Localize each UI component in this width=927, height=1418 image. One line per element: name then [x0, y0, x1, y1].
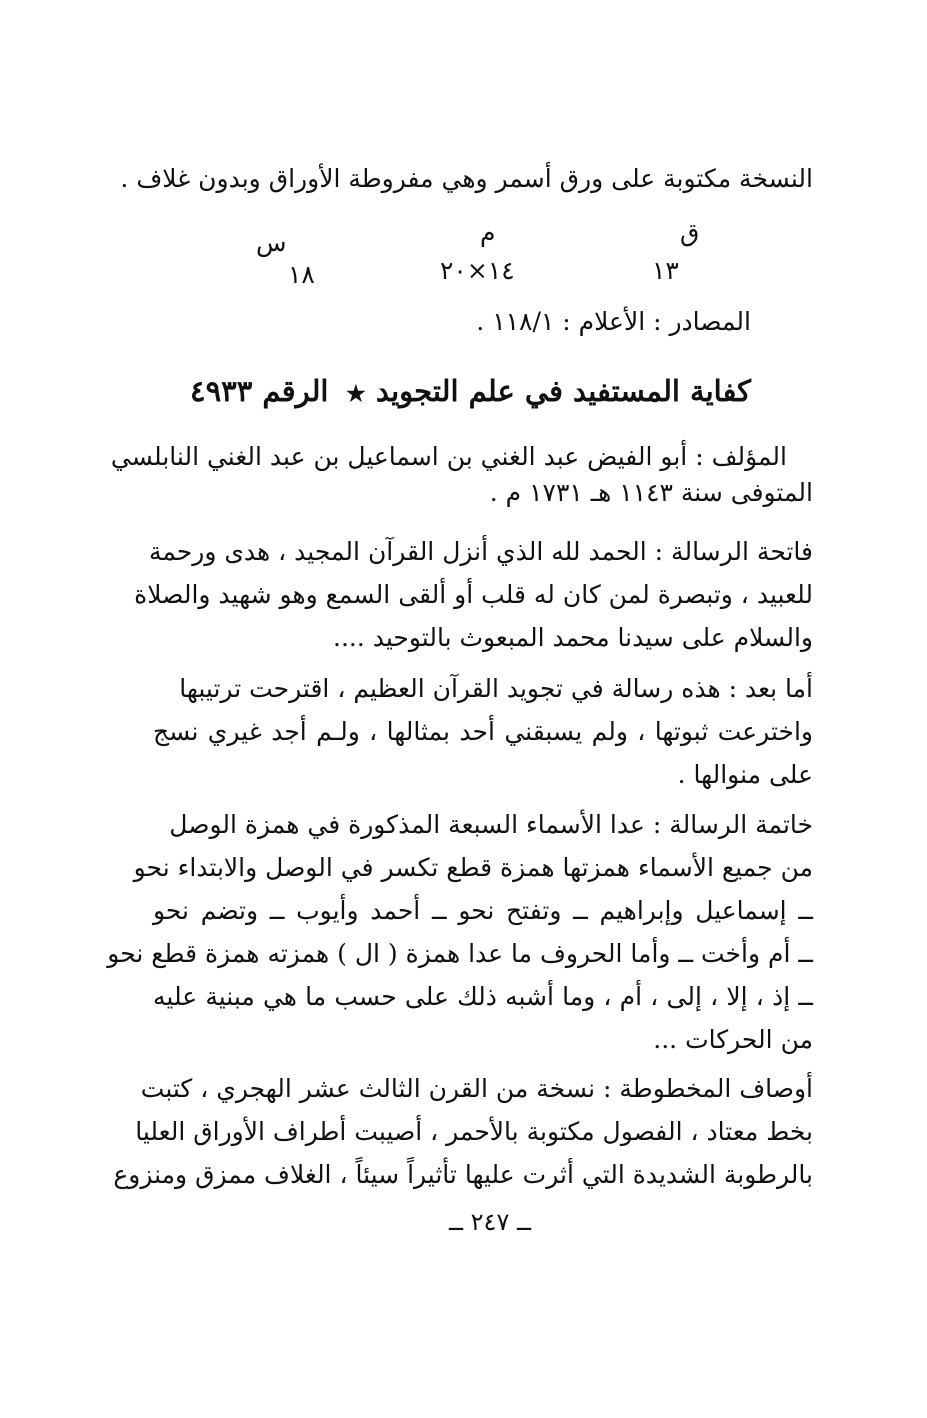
measure-header-m: م — [480, 218, 496, 247]
description-line-1: أوصاف المخطوطة : نسخة من القرن الثالث عشر الهجري ، كتبت — [140, 1074, 813, 1103]
page-number: ــ ٢٤٧ ــ — [448, 1208, 532, 1236]
entry-title — [346, 372, 751, 413]
measure-header-s: س — [256, 228, 287, 257]
measure-header-q: ق — [680, 218, 700, 247]
closing-line-5: ــ إذ ، إلا ، إلى ، أم ، وما أشبه ذلك على حسب ما هي مبنية عليه — [153, 982, 813, 1011]
opening-line-1: فاتحة الرسالة : الحمد لله الذي أنزل القرآن المجيد ، هدى ورحمة — [148, 537, 813, 566]
after-line-2: واخترعت ثبوتها ، ولم يسبقني أحد بمثالها ، ولـم أجد غيري نسج — [153, 717, 813, 746]
closing-line-2: من جميع الأسماء همزتها همزة قطع تكسر في الوصل والابتداء نحو — [133, 853, 813, 882]
closing-line-1: خاتمة الرسالة : عدا الأسماء السبعة المذكورة في همزة الوصل — [169, 810, 813, 839]
opening-line-2: للعبيد ، وتبصرة لمن كان له قلب أو ألقى السمع وهو شهيد والصلاة — [134, 580, 813, 609]
sources-line: المصادر : الأعلام : ١١٨/١ . — [476, 307, 751, 336]
closing-line-6: من الحركات ... — [653, 1025, 813, 1054]
intro-line: النسخة مكتوبة على ورق أسمر وهي مفروطة الأوراق وبدون غلاف . — [120, 164, 813, 193]
author-line-1: المؤلف : أبو الفيض عبد الغني بن اسماعيل بن عبد الغني النابلسي — [110, 442, 787, 471]
measure-value-q: ١٣ — [652, 256, 679, 285]
measure-value-m: ١٤×٢٠ — [440, 256, 515, 285]
closing-line-3: ــ إسماعيل وإبراهيم ــ وتفتح نحو ــ أحمد وأيوب ــ وتضم نحو — [153, 896, 813, 925]
description-line-3: بالرطوبة الشديدة التي أثرت عليها تأثيراً سيئاً ، الغلاف ممزق ومنزوع — [113, 1160, 813, 1189]
entry-number: الرقم ٤٩٣٣ — [190, 374, 329, 408]
author-line-2: المتوفى سنة ١١٤٣ هـ ١٧٣١ م . — [489, 478, 813, 507]
after-line-3: على منوالها . — [677, 760, 813, 789]
entry-title-text: كفاية المستفيد في علم التجويد — [375, 374, 751, 408]
after-line-1: أما بعد : هذه رسالة في تجويد القرآن العظيم ، اقترحت ترتيبها — [179, 674, 813, 703]
closing-line-4: ــ أم وأخت ــ وأما الحروف ما عدا همزة ( ال ) همزته همزة قطع نحو — [107, 939, 813, 968]
star-icon: ★ — [346, 381, 366, 407]
measure-value-s: ١٨ — [288, 260, 315, 289]
description-line-2: بخط معتاد ، الفصول مكتوبة بالأحمر ، أصيبت أطراف الأوراق العليا — [135, 1117, 813, 1146]
opening-line-3: والسلام على سيدنا محمد المبعوث بالتوحيد .... — [333, 623, 813, 652]
